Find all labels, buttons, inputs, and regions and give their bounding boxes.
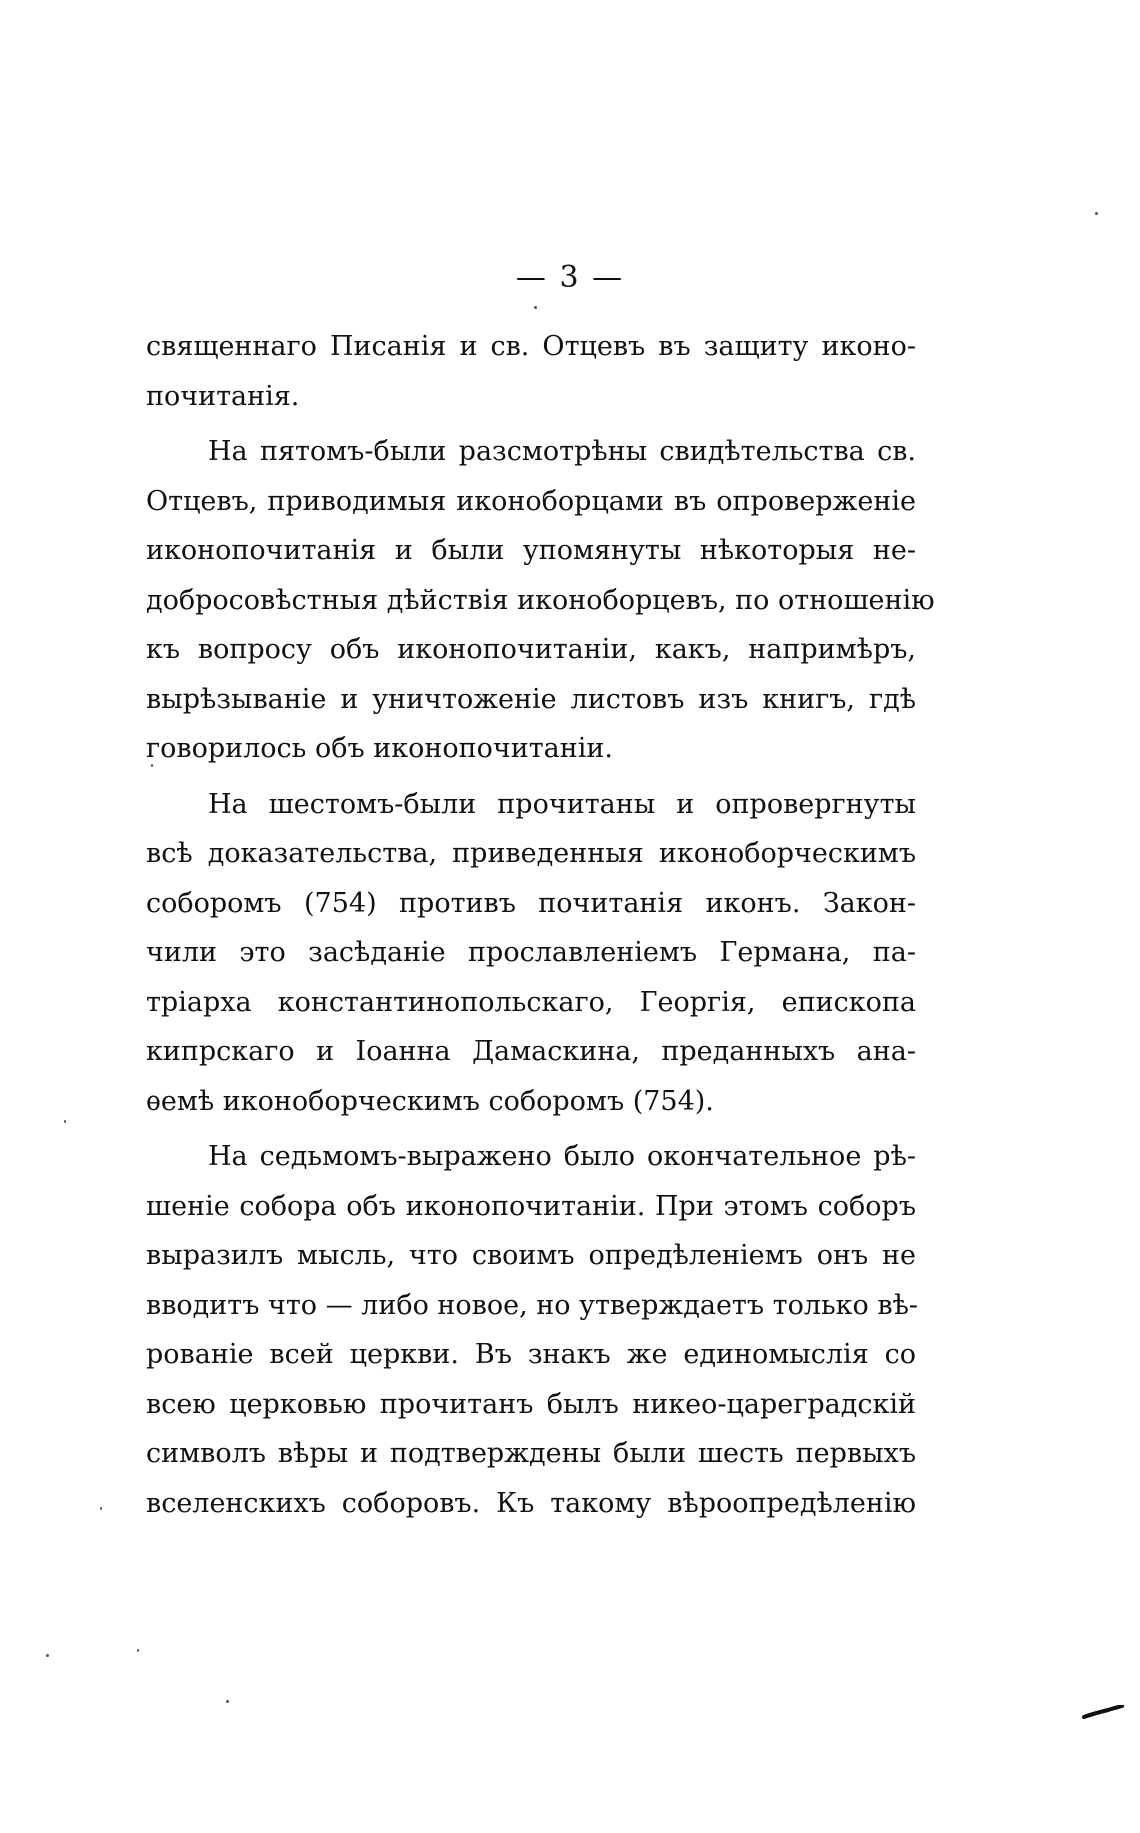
text-line: тріарха константинопольскаго, Георгія, епископа xyxy=(146,986,916,1018)
scan-speck xyxy=(137,1649,139,1652)
text-line: священнаго Писанія и св. Отцевъ въ защиту иконо- xyxy=(146,331,916,362)
text-line: добросовѣстныя дѣйствія иконоборцевъ, по отношенію xyxy=(146,584,935,616)
text-line: ѳемѣ иконоборческимъ соборомъ (754). xyxy=(146,1085,714,1117)
text-line: На седьмомъ-выражено было окончательное рѣ- xyxy=(208,1141,916,1172)
text-line: вырѣзываніе и уничтоженіе листовъ изъ книгъ, гдѣ xyxy=(146,683,916,715)
text-line: вводитъ что — либо новое, но утверждаетъ только вѣ- xyxy=(146,1289,918,1321)
body-text xyxy=(146,322,935,1528)
text-line: чили это засѣданіе прославленіемъ Германа, па- xyxy=(146,937,916,968)
text-line: Отцевъ, приводимыя иконоборцами въ опроверженіе xyxy=(146,485,916,517)
text-line: символъ вѣры и подтверждены были шесть первыхъ xyxy=(146,1438,916,1469)
text-line: говорилось объ иконопочитаніи. xyxy=(146,733,613,764)
text-line: всѣ доказательства, приведенныя иконоборческимъ xyxy=(146,838,916,869)
text-line: шеніе собора объ иконопочитаніи. При этомъ соборъ xyxy=(146,1190,916,1222)
scan-speck xyxy=(64,1120,66,1123)
text-line: выразилъ мысль, что своимъ опредѣленіемъ онъ не xyxy=(146,1240,916,1271)
scan-speck xyxy=(46,1654,49,1657)
scan-speck xyxy=(1095,212,1098,215)
text-line: къ вопросу объ иконопочитаніи, какъ, напримѣръ, xyxy=(146,634,916,665)
text-line: На пятомъ-были разсмотрѣны свидѣтельства св. xyxy=(208,436,916,467)
text-line: На шестомъ-были прочитаны и опровергнуты xyxy=(208,788,916,820)
paragraph-2 xyxy=(146,427,935,774)
paragraph-3 xyxy=(146,780,916,1127)
scan-speck xyxy=(534,306,537,309)
paragraph-4 xyxy=(146,1132,916,1528)
page-number: — 3 — xyxy=(515,260,625,295)
scan-speck xyxy=(226,1700,229,1703)
text-line: вселенскихъ соборовъ. Къ такому вѣроопредѣленію xyxy=(146,1487,916,1519)
scan-speck xyxy=(151,764,153,767)
scan-speck xyxy=(100,1507,102,1510)
text-line: почитанія. xyxy=(146,380,300,412)
paragraph-1 xyxy=(146,322,916,421)
text-line: рованіе всей церкви. Въ знакъ же единомыслія со xyxy=(146,1339,916,1370)
text-line: всею церковью прочитанъ былъ никео-цареградскій xyxy=(146,1388,916,1420)
text-line: соборомъ (754) противъ почитанія иконъ. Закон- xyxy=(146,887,916,919)
pen-mark xyxy=(1082,1705,1124,1719)
text-line: кипрскаго и Іоанна Дамаскина, преданныхъ ана- xyxy=(146,1036,916,1067)
text-line: иконопочитанія и были упомянуты нѣкоторыя не- xyxy=(146,535,916,566)
